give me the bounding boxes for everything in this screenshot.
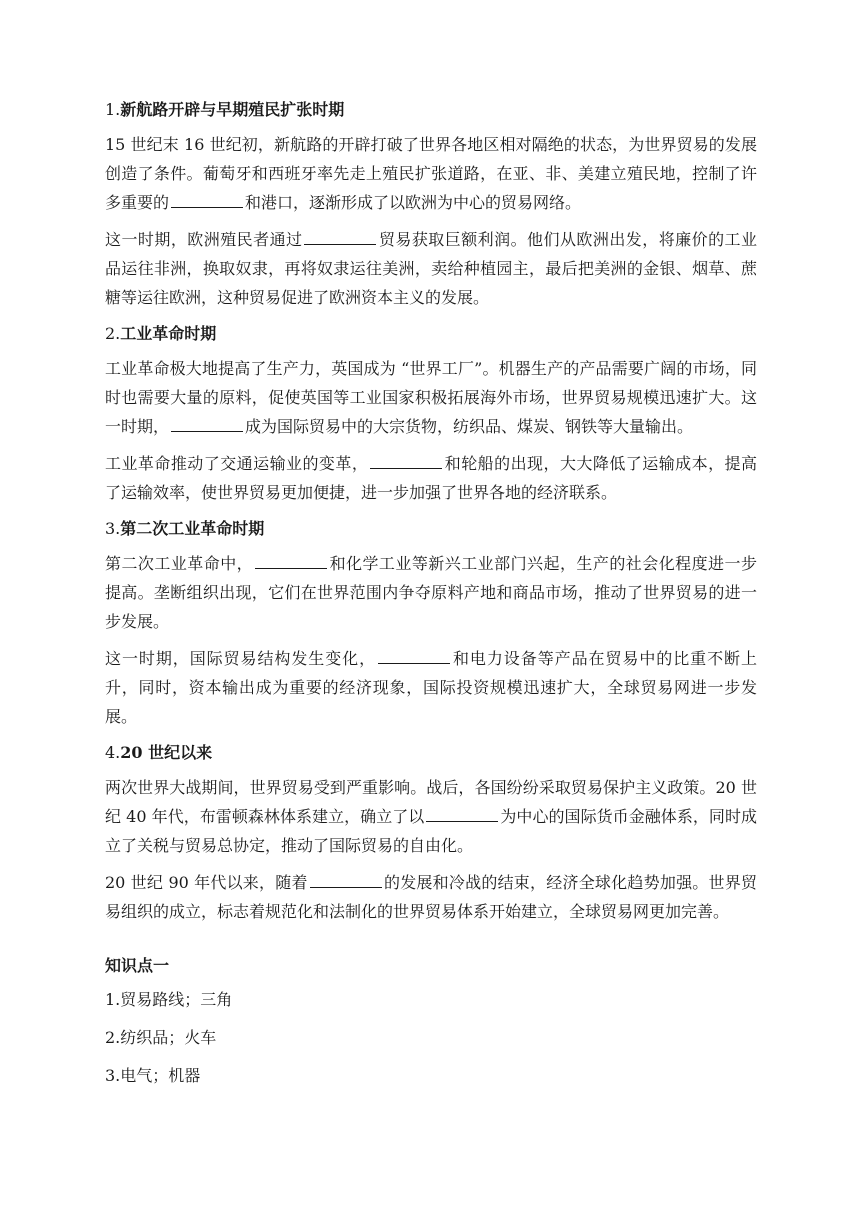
answer-item: 3.电气；机器	[105, 1066, 201, 1085]
fill-in-blank	[255, 554, 327, 569]
paragraph: 工业革命极大地提高了生产力，英国成为 “世界工厂”。机器生产的产品需要广阔的市场，同时也需要大量的原料，促使英国等工业国家积极拓展海外市场，世界贸易规模迅速扩大。这一时期， 成为国际贸易中的大宗货物，纺织品、煤炭、钢铁等大量输出。	[105, 359, 757, 436]
section-heading-3: 3.第二次工业革命时期	[105, 519, 265, 538]
fill-in-blank	[378, 649, 450, 664]
answer-item: 1.贸易路线；三角	[105, 990, 233, 1009]
answer-item: 2.纺织品；火车	[105, 1028, 217, 1047]
paragraph: 第二次工业革命中， 和化学工业等新兴工业部门兴起，生产的社会化程度进一步提高。垄断组织出现，它们在世界范围内争夺原料产地和商品市场，推动了世界贸易的进一步发展。	[105, 554, 757, 631]
section-heading-1: 1.新航路开辟与早期殖民扩张时期	[105, 100, 345, 119]
fill-in-blank	[370, 454, 442, 469]
fill-in-blank	[304, 230, 376, 245]
document-content	[105, 96, 757, 1100]
answers-heading: 知识点一	[105, 956, 170, 975]
paragraph: 这一时期，欧洲殖民者通过 贸易获取巨额利润。他们从欧洲出发，将廉价的工业品运往非洲，换取奴隶，再将奴隶运往美洲，卖给种植园主，最后把美洲的金银、烟草、蔗糖等运往欧洲，这种贸易促进了欧洲资本主义的发展。	[105, 230, 757, 307]
section-heading-4: 4.20 世纪以来	[105, 743, 213, 762]
paragraph: 15 世纪末 16 世纪初，新航路的开辟打破了世界各地区相对隔绝的状态，为世界贸易的发展创造了条件。葡萄牙和西班牙率先走上殖民扩张道路，在亚、非、美建立殖民地，控制了许多重要的 和港口，逐渐形成了以欧洲为中心的贸易网络。	[105, 135, 757, 212]
paragraph: 两次世界大战期间，世界贸易受到严重影响。战后，各国纷纷采取贸易保护主义政策。20 世纪 40 年代，布雷顿森林体系建立，确立了以 为中心的国际货币金融体系，同时成立了关税与贸易总协定，推动了国际贸易的自由化。	[105, 778, 757, 855]
fill-in-blank	[310, 873, 382, 888]
section-heading-2: 2.工业革命时期	[105, 324, 217, 343]
paragraph: 这一时期，国际贸易结构发生变化， 和电力设备等产品在贸易中的比重不断上升，同时，资本输出成为重要的经济现象，国际投资规模迅速扩大，全球贸易网进一步发展。	[105, 649, 757, 726]
paragraph: 20 世纪 90 年代以来，随着 的发展和冷战的结束，经济全球化趋势加强。世界贸易组织的成立，标志着规范化和法制化的世界贸易体系开始建立，全球贸易网更加完善。	[105, 873, 757, 921]
fill-in-blank	[171, 193, 243, 208]
paragraph: 工业革命推动了交通运输业的变革， 和轮船的出现，大大降低了运输成本，提高了运输效率，使世界贸易更加便捷，进一步加强了世界各地的经济联系。	[105, 454, 757, 502]
fill-in-blank	[426, 807, 498, 822]
fill-in-blank	[171, 417, 243, 432]
